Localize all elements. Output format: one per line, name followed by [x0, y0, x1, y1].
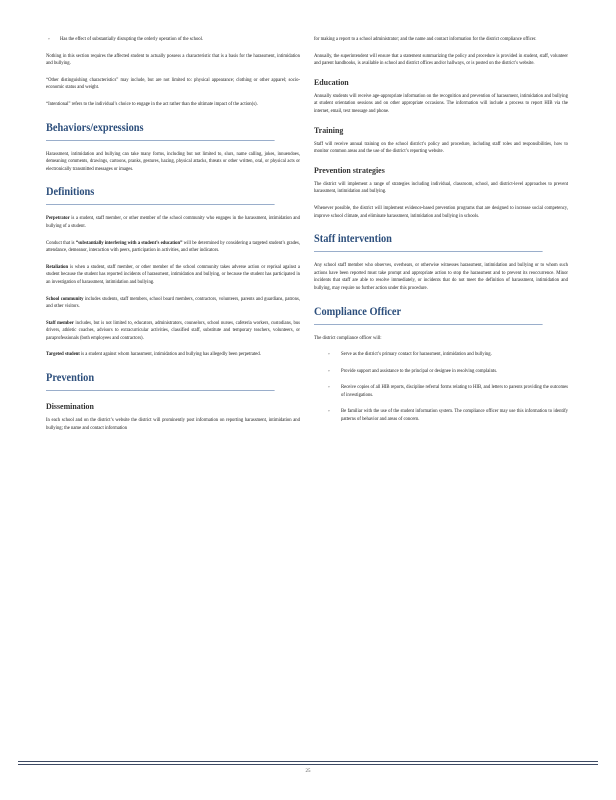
subheading-education: Education	[314, 76, 349, 87]
list-item: ▫ Receive copies of all HIB reports, discipline referral forms relating to HIB, and letters to parents providing the outcomes of investigations.	[328, 385, 568, 398]
term: School community	[46, 296, 84, 302]
section-heading-staff-intervention: Staff intervention	[314, 232, 543, 252]
paragraph: Any school staff member who observes, overhears, or otherwise witnesses harassment, intimidation and bullying or to whom such actions have been reported must take prompt and appropriate action to stop the harassment and to prevent its reoccurrence. Minor incidents that staff are able to resolve immediately, or incidents that do not meet the definition of harassment, intimidation and bullying, may require no further action under this procedure.	[314, 263, 568, 291]
bullet-icon: ▫	[328, 409, 330, 415]
page-number: 25	[305, 769, 311, 774]
section-heading-prevention: Prevention	[46, 371, 275, 391]
term: Perpetrator	[46, 216, 70, 222]
bullet-icon: ▫	[48, 37, 50, 42]
section-heading-behaviors: Behaviors/expressions	[46, 121, 275, 141]
term: Targeted student	[46, 352, 80, 358]
definition-school-community: School community includes students, staff members, school board members, contractors, volunteers, parents and guardians, patrons, and other visitors.	[46, 296, 300, 310]
section-heading-definitions: Definitions	[46, 185, 275, 205]
section-heading-compliance-officer: Compliance Officer	[314, 305, 543, 325]
term: Staff member	[46, 320, 74, 326]
subheading-dissemination: Dissemination	[46, 401, 94, 412]
definition-staff-member: Staff member includes, but is not limited to, educators, administrators, counselors, school nurses, cafeteria workers, custodians, bus drivers, athletic coaches, advisors to extracurricular activities, classified staff, substitute and temporary teachers, volunteers, or paraprofessionals (both employees and contractors).	[46, 320, 300, 341]
paragraph: for making a report to a school administrator; and the name and contact information for the district compliance officer.	[314, 37, 537, 42]
list-item: ▫ Has the effect of substantially disrupting the orderly operation of the school.	[48, 37, 204, 42]
subheading-training: Training	[314, 124, 344, 135]
paragraph: Nothing in this section requires the affected student to actually possess a characteristic that is a basis for the harassment, intimidation and bullying.	[46, 53, 300, 67]
bullet-icon: ▫	[328, 352, 330, 358]
definition-targeted-student: Targeted student is a student against whom harassment, intimidation and bullying has allegedly been perpetrated.	[46, 352, 261, 358]
footer-rule	[18, 764, 598, 765]
paragraph: Annually students will receive age-appropriate information on the recognition and prevention of harassment, intimidation and bullying at student orientation sessions and on other appropriate occasions. The information will include a process to report HIB via the internet, email, text message and phone.	[314, 93, 568, 114]
paragraph: The district will implement a range of strategies including individual, classroom, school, and district-level approaches to prevent harassment, intimidation and bullying.	[314, 181, 568, 195]
definition-conduct: Conduct that is “substantially interfering with a student’s education” will be determined by considering a targeted student’s grades, attendance, demeanor, interaction with peers, participation in activities, and other indicators.	[46, 240, 300, 254]
term: Retaliation	[46, 264, 69, 270]
right-column	[314, 36, 568, 433]
definition-perpetrator: Perpetrator is a student, staff member, or other member of the school community who engages in the harassment, intimidation and bullying of a student.	[46, 216, 300, 229]
paragraph: “Other distinguishing characteristics” may include, but are not limited to: physical appearance; clothing or other apparel; socio-economic status and weight.	[46, 77, 300, 91]
bullet-icon: ▫	[328, 368, 330, 374]
paragraph: Harassment, intimidation and bullying can take many forms, including but not limited to, slurs, name calling, jokes, innuendoes, demeaning comments, drawings, cartoons, pranks, gestures, hazing, physical attacks, threats or other written, oral, or physical acts or electronically transmitted messages or images.	[46, 151, 300, 172]
left-column	[46, 36, 300, 441]
term: “substantially interfering with a student’s education”	[75, 240, 183, 246]
paragraph: Whenever possible, the district will implement evidence-based prevention programs that are designed to increase social competency, improve school climate, and eliminate harassment, intimidation and bullying in schools.	[314, 205, 568, 219]
list-item: ▫ Be familiar with the use of the student information system. The compliance officer may use this information to identify patterns of behavior and areas of concern.	[328, 409, 568, 423]
subheading-prevention-strategies: Prevention strategies	[314, 164, 385, 175]
list-item: ▫ Provide support and assistance to the principal or designee in resolving complaints.	[328, 368, 498, 374]
definition-retaliation: Retaliation is when a student, staff member, or other member of the school community takes adverse action or reprisal against a student because the student has reported incidents of harassment, intimidation and bullying, or because the student has participated in an investigation of harassment, intimidation and bullying.	[46, 264, 300, 285]
bullet-icon: ▫	[328, 385, 330, 391]
paragraph: “Intentional” refers to the individual’s choice to engage in the act rather than the ultimate impact of the action(s).	[46, 101, 258, 107]
list-item: ▫ Serve as the district’s primary contact for harassment, intimidation and bullying.	[328, 352, 492, 358]
paragraph: Annually, the superintendent will ensure that a statement summarizing the policy and procedure is provided in student, staff, volunteer and parent handbooks, is available in school and district offices and/or hallways, or is posted on the district’s website.	[314, 53, 568, 67]
paragraph: In each school and on the district’s website the district will prominently post information on reporting harassment, intimidation and bullying; the name and contact information	[46, 418, 300, 431]
footer-rule	[18, 761, 598, 762]
paragraph: Staff will receive annual training on the school district’s policy and procedure, including staff roles and responsibilities, how to monitor common areas and the use of the district’s reporting website.	[314, 141, 568, 155]
paragraph: The district compliance officer will:	[314, 335, 382, 341]
